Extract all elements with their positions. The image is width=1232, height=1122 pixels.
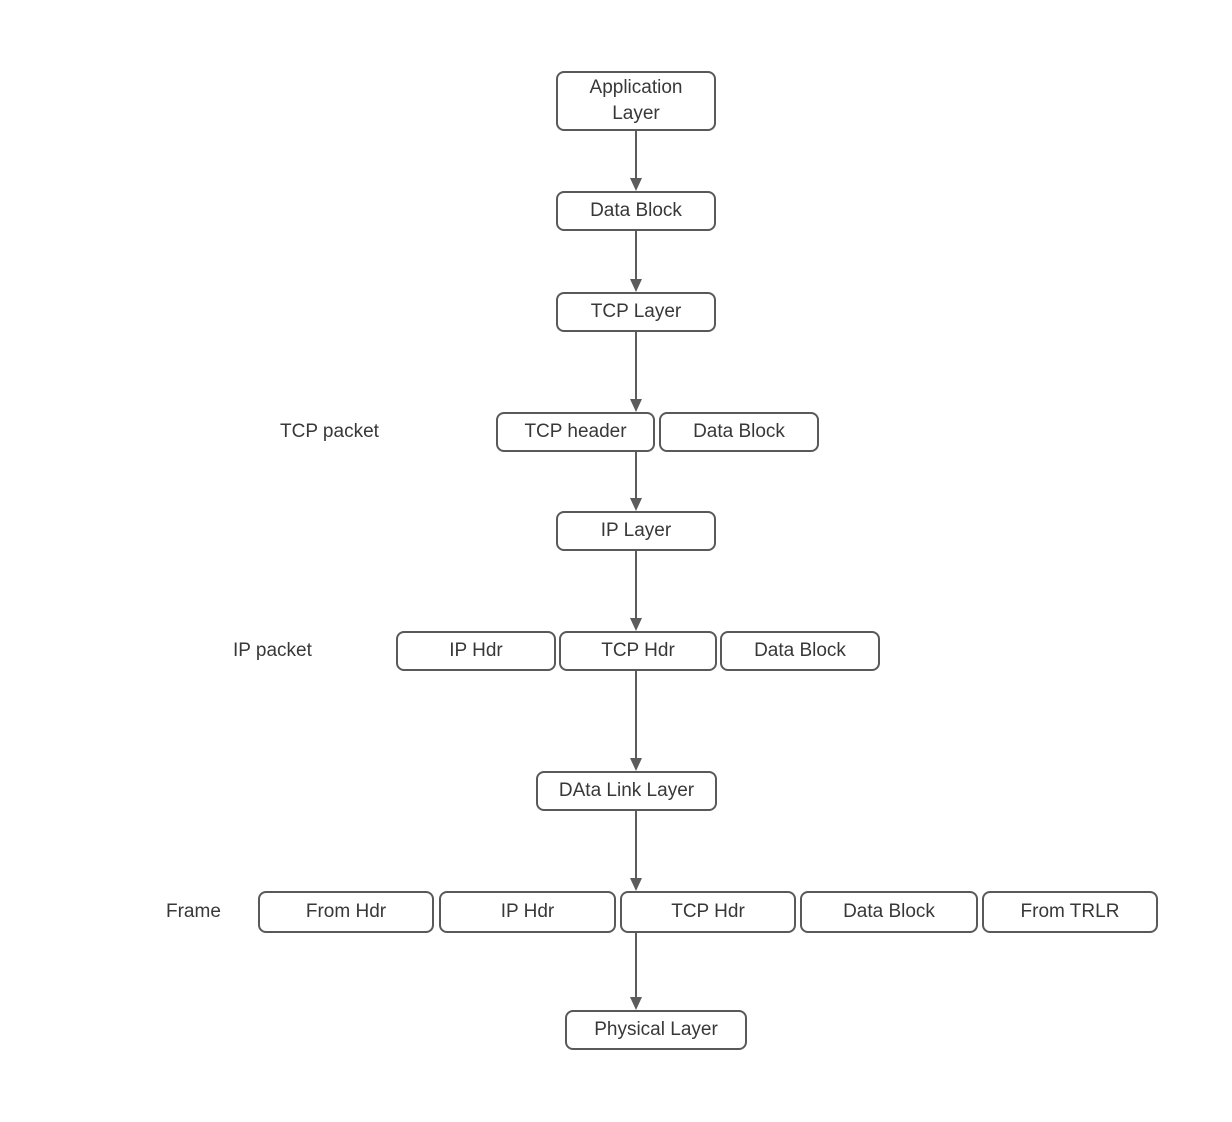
node-frame-from-hdr: From Hdr xyxy=(258,891,434,933)
node-ip-hdr: IP Hdr xyxy=(396,631,556,671)
arrowhead-down-icon xyxy=(630,878,642,891)
node-data-link-layer: DAta Link Layer xyxy=(536,771,717,811)
arrowhead-down-icon xyxy=(630,618,642,631)
arrow-shaft xyxy=(635,452,637,499)
node-frame-ip-hdr: IP Hdr xyxy=(439,891,616,933)
arrowhead-down-icon xyxy=(630,498,642,511)
node-frame-from-trlr: From TRLR xyxy=(982,891,1158,933)
arrowhead-down-icon xyxy=(630,279,642,292)
arrowhead-down-icon xyxy=(630,178,642,191)
arrow-shaft xyxy=(635,131,637,179)
node-physical-layer: Physical Layer xyxy=(565,1010,747,1050)
node-data-block-top: Data Block xyxy=(556,191,716,231)
arrowhead-down-icon xyxy=(630,399,642,412)
label-ip-packet: IP packet xyxy=(233,640,312,661)
label-frame: Frame xyxy=(166,901,221,922)
node-ip-data-block: Data Block xyxy=(720,631,880,671)
node-frame-tcp-hdr: TCP Hdr xyxy=(620,891,796,933)
arrow-shaft xyxy=(635,551,637,619)
arrow-shaft xyxy=(635,933,637,998)
arrow-shaft xyxy=(635,332,637,400)
node-frame-data-block: Data Block xyxy=(800,891,978,933)
node-ip-layer: IP Layer xyxy=(556,511,716,551)
node-tcp-layer: TCP Layer xyxy=(556,292,716,332)
node-application-layer: Application Layer xyxy=(556,71,716,131)
arrow-shaft xyxy=(635,671,637,759)
arrow-shaft xyxy=(635,231,637,280)
arrow-shaft xyxy=(635,811,637,879)
node-tcp-header: TCP header xyxy=(496,412,655,452)
node-tcp-data-block: Data Block xyxy=(659,412,819,452)
arrowhead-down-icon xyxy=(630,758,642,771)
node-ip-tcp-hdr: TCP Hdr xyxy=(559,631,717,671)
label-tcp-packet: TCP packet xyxy=(280,421,379,442)
arrowhead-down-icon xyxy=(630,997,642,1010)
